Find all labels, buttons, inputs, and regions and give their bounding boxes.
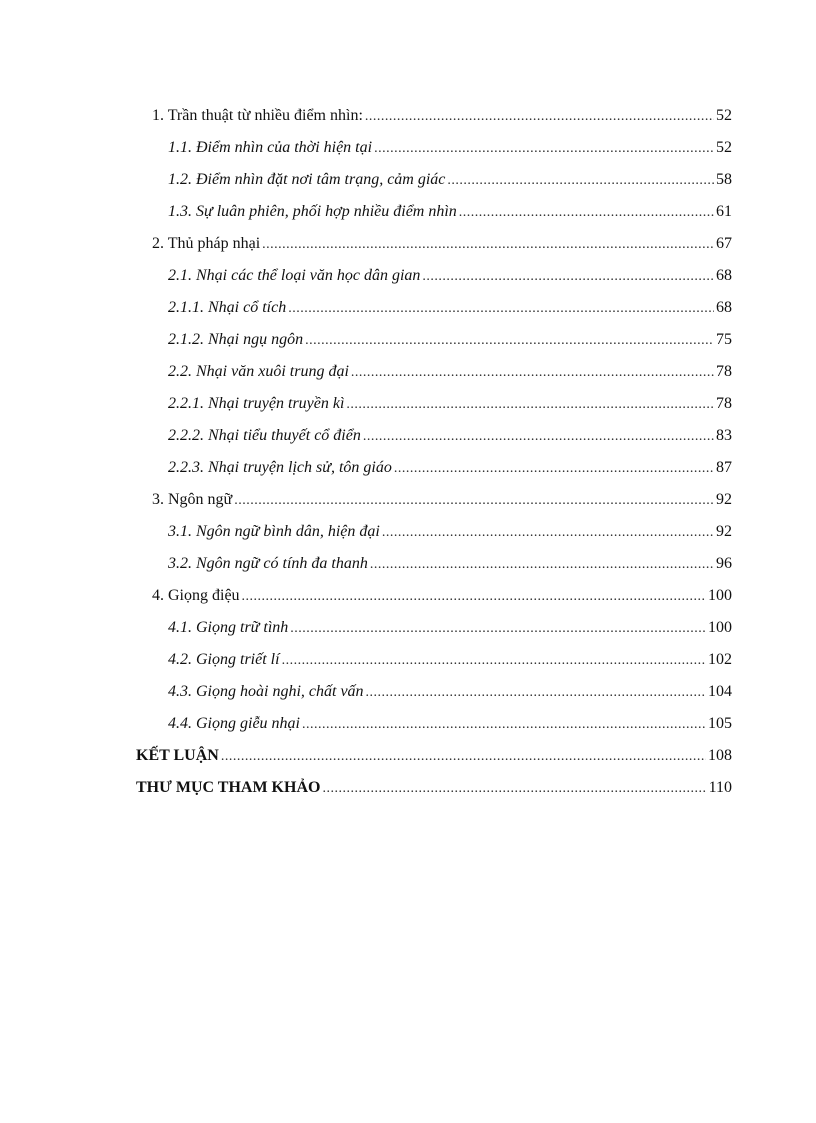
toc-entry[interactable] [0, 296, 816, 328]
toc-entry-title: 3.2. Ngôn ngữ có tính đa thanh [168, 555, 368, 572]
toc-entry-title: 2.1. Nhại các thể loại văn học dân gian [168, 267, 421, 284]
toc-leader-dots [459, 201, 714, 225]
toc-entry-page: 96 [716, 555, 732, 572]
toc-leader-dots [447, 169, 714, 193]
toc-entry-page: 52 [716, 107, 732, 124]
toc-entry[interactable] [0, 264, 816, 296]
toc-entry-page: 78 [716, 395, 732, 412]
toc-entry-page: 100 [708, 587, 732, 604]
toc-entry[interactable] [0, 648, 816, 680]
toc-entry-page: 67 [716, 235, 732, 252]
toc-entry-page: 105 [708, 715, 732, 732]
toc-entry[interactable] [0, 424, 816, 456]
toc-entry[interactable] [0, 520, 816, 552]
toc-leader-dots [234, 489, 714, 513]
toc-leader-dots [305, 329, 714, 353]
toc-entry-page: 108 [708, 747, 732, 764]
toc-entry-title: 1. Trần thuật từ nhiều điểm nhìn: [152, 107, 363, 124]
table-of-contents [0, 104, 816, 808]
toc-leader-dots [288, 297, 714, 321]
toc-entry-page: 92 [716, 523, 732, 540]
toc-entry-title: 4.3. Giọng hoài nghi, chất vấn [168, 683, 364, 700]
toc-entry-title: 1.2. Điểm nhìn đặt nơi tâm trạng, cảm giác [168, 171, 446, 188]
toc-entry[interactable] [0, 744, 816, 776]
toc-entry-page: 78 [716, 363, 732, 380]
toc-entry[interactable] [0, 328, 816, 360]
toc-leader-dots [242, 585, 706, 609]
toc-entry-page: 87 [716, 459, 732, 476]
toc-entry-title: 1.1. Điểm nhìn của thời hiện tại [168, 139, 373, 156]
toc-leader-dots [365, 105, 714, 129]
toc-entry-title: 4.4. Giọng giễu nhại [168, 715, 300, 732]
toc-entry-title: 4.2. Giọng triết lí [168, 651, 280, 668]
toc-entry-page: 58 [716, 171, 732, 188]
toc-entry[interactable] [0, 712, 816, 744]
toc-leader-dots [422, 265, 714, 289]
toc-entry-page: 104 [708, 683, 732, 700]
toc-leader-dots [366, 681, 706, 705]
toc-entry-title: 2.2.3. Nhại truyện lịch sử, tôn giáo [168, 459, 392, 476]
toc-leader-dots [302, 713, 706, 737]
toc-entry-title: 2.2.2. Nhại tiểu thuyết cổ điển [168, 427, 361, 444]
toc-entry[interactable] [0, 200, 816, 232]
toc-entry-title: KẾT LUẬN [136, 747, 219, 764]
toc-entry[interactable] [0, 456, 816, 488]
toc-entry-title: 1.3. Sự luân phiên, phối hợp nhiều điểm nhìn [168, 203, 457, 220]
toc-entry-title: 2. Thủ pháp nhại [152, 235, 261, 252]
toc-leader-dots [370, 553, 714, 577]
toc-entry[interactable] [0, 584, 816, 616]
toc-entry-title: 4.1. Giọng trữ tình [168, 619, 289, 636]
toc-leader-dots [374, 137, 714, 161]
toc-entry-page: 61 [716, 203, 732, 220]
toc-entry-page: 68 [716, 299, 732, 316]
toc-entry-page: 68 [716, 267, 732, 284]
toc-entry-title: 2.1.2. Nhại ngụ ngôn [168, 331, 304, 348]
toc-entry[interactable] [0, 488, 816, 520]
toc-leader-dots [351, 361, 714, 385]
toc-entry[interactable] [0, 776, 816, 808]
toc-entry[interactable] [0, 360, 816, 392]
toc-leader-dots [282, 649, 706, 673]
toc-entry[interactable] [0, 392, 816, 424]
toc-leader-dots [346, 393, 714, 417]
toc-entry-title: THƯ MỤC THAM KHẢO [136, 779, 321, 796]
toc-leader-dots [221, 745, 706, 769]
toc-entry-title: 4. Giọng điệu [152, 587, 240, 604]
toc-entry-title: 2.2.1. Nhại truyện truyền kì [168, 395, 345, 412]
toc-entry-title: 2.1.1. Nhại cổ tích [168, 299, 287, 316]
toc-leader-dots [382, 521, 714, 545]
toc-entry[interactable] [0, 104, 816, 136]
toc-entry-page: 100 [708, 619, 732, 636]
toc-leader-dots [363, 425, 714, 449]
toc-entry-title: 3.1. Ngôn ngữ bình dân, hiện đại [168, 523, 380, 540]
toc-entry[interactable] [0, 168, 816, 200]
toc-entry-page: 83 [716, 427, 732, 444]
toc-entry[interactable] [0, 136, 816, 168]
toc-entry[interactable] [0, 616, 816, 648]
toc-entry-title: 3. Ngôn ngữ [152, 491, 233, 508]
toc-entry[interactable] [0, 680, 816, 712]
toc-leader-dots [262, 233, 714, 257]
toc-leader-dots [394, 457, 714, 481]
toc-entry-page: 110 [708, 779, 732, 796]
toc-entry[interactable] [0, 232, 816, 264]
toc-leader-dots [290, 617, 706, 641]
toc-entry-page: 75 [716, 331, 732, 348]
toc-entry-page: 92 [716, 491, 732, 508]
toc-entry-title: 2.2. Nhại văn xuôi trung đại [168, 363, 349, 380]
toc-leader-dots [322, 777, 706, 801]
toc-entry-page: 52 [716, 139, 732, 156]
toc-entry-page: 102 [708, 651, 732, 668]
toc-entry[interactable] [0, 552, 816, 584]
